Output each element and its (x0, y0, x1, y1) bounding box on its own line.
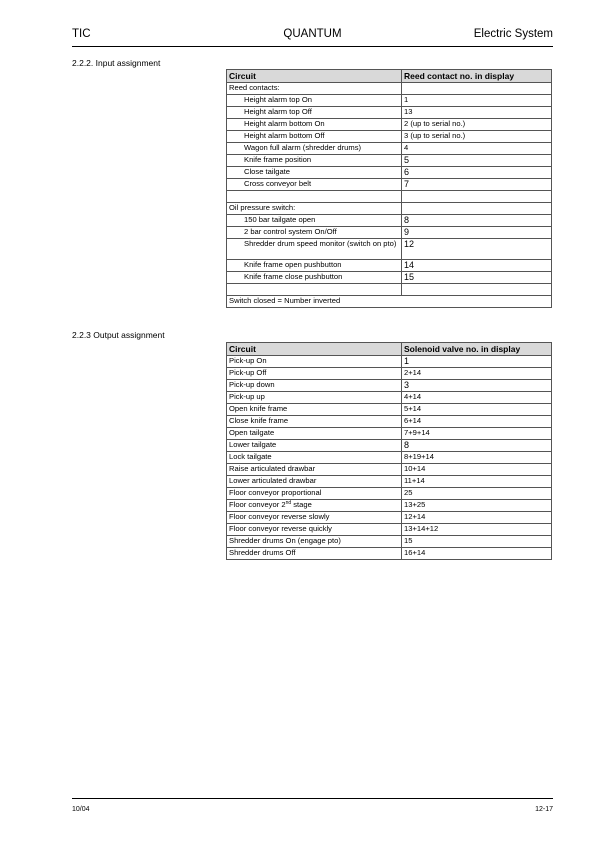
footer-date: 10/04 (72, 806, 90, 813)
circuit-cell: Knife frame position (227, 155, 402, 167)
circuit-cell: Height alarm top Off (227, 107, 402, 119)
circuit-cell: Open tailgate (227, 428, 402, 440)
circuit-cell: Oil pressure switch: (227, 203, 402, 215)
solenoid-valve-cell: 2+14 (402, 368, 552, 380)
reed-contact-cell: 1 (402, 95, 552, 107)
col-circuit-header: Circuit (227, 343, 402, 356)
circuit-cell: Close tailgate (227, 167, 402, 179)
solenoid-valve-cell: 12+14 (402, 512, 552, 524)
table-row (227, 368, 552, 380)
table-row (227, 476, 552, 488)
solenoid-valve-cell: 8 (402, 440, 552, 452)
table-row (227, 167, 552, 179)
table-row (227, 107, 552, 119)
circuit-cell: Shredder drums On (engage pto) (227, 536, 402, 548)
table-row (227, 215, 552, 227)
circuit-cell: Floor conveyor reverse quickly (227, 524, 402, 536)
circuit-cell: Height alarm bottom Off (227, 131, 402, 143)
reed-contact-cell: 7 (402, 179, 552, 191)
table-row (227, 356, 552, 368)
header-left: TIC (72, 28, 91, 40)
solenoid-valve-cell: 3 (402, 380, 552, 392)
reed-contact-cell: 4 (402, 143, 552, 155)
solenoid-valve-cell: 6+14 (402, 416, 552, 428)
circuit-cell: Shredder drum speed monitor (switch on pto) (227, 239, 402, 260)
table-row (227, 272, 552, 284)
table-row (227, 203, 552, 215)
table-row (227, 512, 552, 524)
table-row (227, 524, 552, 536)
circuit-cell: Lower tailgate (227, 440, 402, 452)
circuit-text-tail: stage (291, 500, 312, 509)
solenoid-valve-cell: 10+14 (402, 464, 552, 476)
input-assignment-table (226, 69, 552, 308)
table-row (227, 284, 552, 296)
table-row (227, 239, 552, 260)
circuit-cell: Raise articulated drawbar (227, 464, 402, 476)
circuit-text: Floor conveyor 2 (229, 500, 286, 509)
circuit-cell: 2 bar control system On/Off (227, 227, 402, 239)
table-row (227, 191, 552, 203)
table-row (227, 548, 552, 560)
reed-contact-cell: 2 (up to serial no.) (402, 119, 552, 131)
circuit-cell: Lock tailgate (227, 452, 402, 464)
footer-rule (72, 798, 553, 799)
table-row (227, 428, 552, 440)
table-row (227, 119, 552, 131)
reed-contact-cell: 9 (402, 227, 552, 239)
circuit-cell: Knife frame open pushbutton (227, 260, 402, 272)
solenoid-valve-cell: 25 (402, 488, 552, 500)
page-header (72, 28, 553, 44)
table-row (227, 416, 552, 428)
circuit-cell (227, 191, 402, 203)
reed-contact-cell (402, 83, 552, 95)
reed-contact-cell: 6 (402, 167, 552, 179)
table-header-row (227, 70, 552, 83)
solenoid-valve-cell: 11+14 (402, 476, 552, 488)
circuit-cell: Pick-up up (227, 392, 402, 404)
table-row (227, 392, 552, 404)
col-value-header: Reed contact no. in display (402, 70, 552, 83)
circuit-cell: 150 bar tailgate open (227, 215, 402, 227)
table-row (227, 500, 552, 512)
solenoid-valve-cell: 5+14 (402, 404, 552, 416)
reed-contact-cell: 14 (402, 260, 552, 272)
table-row (227, 452, 552, 464)
header-center: QUANTUM (283, 28, 342, 40)
circuit-cell: Lower articulated drawbar (227, 476, 402, 488)
output-assignment-table (226, 342, 552, 560)
ordinal-suffix: nd (285, 500, 292, 506)
table-row (227, 464, 552, 476)
circuit-cell (227, 500, 402, 512)
solenoid-valve-cell: 13+25 (402, 500, 552, 512)
page-footer (72, 806, 553, 813)
reed-contact-cell (402, 203, 552, 215)
table-header-row (227, 343, 552, 356)
table-row (227, 380, 552, 392)
table-row (227, 95, 552, 107)
table-row (227, 260, 552, 272)
input-section-title: 2.2.2. Input assignment (72, 58, 161, 68)
solenoid-valve-cell: 16+14 (402, 548, 552, 560)
footnote-cell: Switch closed = Number inverted (227, 296, 552, 308)
solenoid-valve-cell: 7+9+14 (402, 428, 552, 440)
reed-contact-cell (402, 191, 552, 203)
table-row (227, 488, 552, 500)
table-row (227, 179, 552, 191)
table-row (227, 155, 552, 167)
table-row (227, 404, 552, 416)
circuit-cell: Pick-up down (227, 380, 402, 392)
header-rule (72, 46, 553, 47)
table-row (227, 227, 552, 239)
header-right: Electric System (473, 28, 553, 40)
table-row (227, 83, 552, 95)
circuit-cell: Open knife frame (227, 404, 402, 416)
reed-contact-cell: 13 (402, 107, 552, 119)
solenoid-valve-cell: 4+14 (402, 392, 552, 404)
solenoid-valve-cell: 1 (402, 356, 552, 368)
reed-contact-cell: 5 (402, 155, 552, 167)
circuit-cell: Reed contacts: (227, 83, 402, 95)
circuit-cell: Height alarm bottom On (227, 119, 402, 131)
table-row (227, 131, 552, 143)
circuit-cell: Cross conveyor belt (227, 179, 402, 191)
reed-contact-cell: 15 (402, 272, 552, 284)
solenoid-valve-cell: 13+14+12 (402, 524, 552, 536)
col-value-header: Solenoid valve no. in display (402, 343, 552, 356)
solenoid-valve-cell: 15 (402, 536, 552, 548)
output-section-title: 2.2.3 Output assignment (72, 330, 165, 340)
reed-contact-cell: 12 (402, 239, 552, 260)
circuit-cell: Floor conveyor proportional (227, 488, 402, 500)
reed-contact-cell: 8 (402, 215, 552, 227)
circuit-cell: Pick-up On (227, 356, 402, 368)
solenoid-valve-cell: 8+19+14 (402, 452, 552, 464)
table-row (227, 440, 552, 452)
circuit-cell (227, 284, 402, 296)
circuit-cell: Close knife frame (227, 416, 402, 428)
circuit-cell: Knife frame close pushbutton (227, 272, 402, 284)
reed-contact-cell (402, 284, 552, 296)
circuit-cell: Height alarm top On (227, 95, 402, 107)
footer-page-number: 12-17 (535, 806, 553, 813)
circuit-cell: Shredder drums Off (227, 548, 402, 560)
circuit-cell: Floor conveyor reverse slowly (227, 512, 402, 524)
circuit-cell: Pick-up Off (227, 368, 402, 380)
table-footnote-row (227, 296, 552, 308)
col-circuit-header: Circuit (227, 70, 402, 83)
circuit-cell: Wagon full alarm (shredder drums) (227, 143, 402, 155)
table-row (227, 143, 552, 155)
table-row (227, 536, 552, 548)
reed-contact-cell: 3 (up to serial no.) (402, 131, 552, 143)
